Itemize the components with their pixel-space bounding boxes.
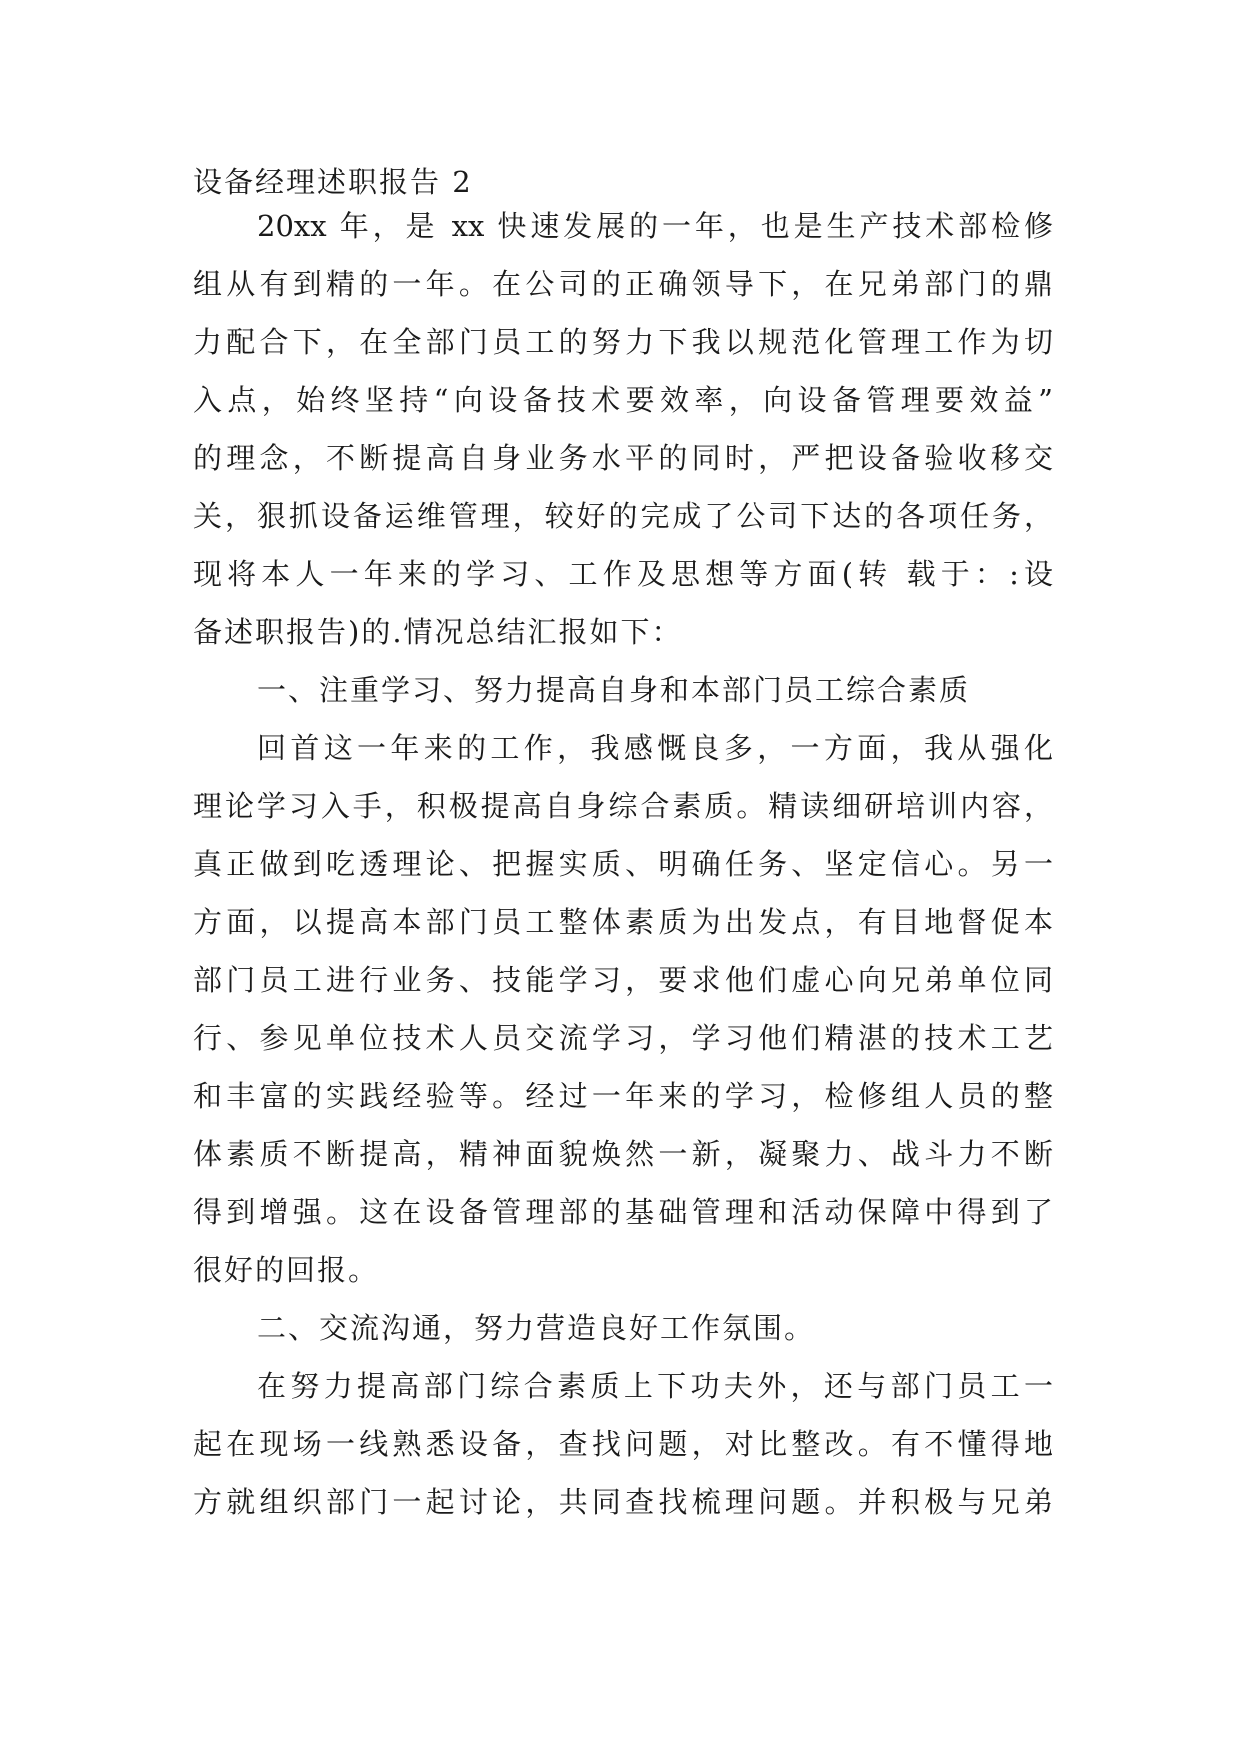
paragraph-2-line-2: 理论学习入手，积极提高自身综合素质。精读细研培训内容， — [193, 789, 1053, 823]
paragraph-2-line-9: 得到增强。这在设备管理部的基础管理和活动保障中得到了 — [193, 1195, 1053, 1229]
section-heading-2: 二、交流沟通，努力营造良好工作氛围。 — [257, 1311, 816, 1345]
paragraph-1-line-7: 现将本人一年来的学习、工作及思想等方面(转 载于：:设 — [193, 557, 1053, 591]
document-title: 设备经理述职报告 2 — [193, 165, 473, 199]
paragraph-1-line-6: 关，狠抓设备运维管理，较好的完成了公司下达的各项任务， — [193, 499, 1053, 533]
paragraph-2-line-1: 回首这一年来的工作，我感慨良多，一方面，我从强化 — [257, 731, 1053, 765]
section-heading-1: 一、注重学习、努力提高自身和本部门员工综合素质 — [257, 673, 971, 707]
paragraph-1-line-2: 组从有到精的一年。在公司的正确领导下，在兄弟部门的鼎 — [193, 267, 1053, 301]
paragraph-2-line-3: 真正做到吃透理论、把握实质、明确任务、坚定信心。另一 — [193, 847, 1053, 881]
paragraph-2-line-8: 体素质不断提高，精神面貌焕然一新，凝聚力、战斗力不断 — [193, 1137, 1053, 1171]
paragraph-3-line-2: 起在现场一线熟悉设备，查找问题，对比整改。有不懂得地 — [193, 1427, 1053, 1461]
paragraph-1-line-3: 力配合下，在全部门员工的努力下我以规范化管理工作为切 — [193, 325, 1053, 359]
paragraph-3-line-1: 在努力提高部门综合素质上下功夫外，还与部门员工一 — [257, 1369, 1053, 1403]
paragraph-2-line-4: 方面，以提高本部门员工整体素质为出发点，有目地督促本 — [193, 905, 1053, 939]
paragraph-2-line-7: 和丰富的实践经验等。经过一年来的学习，检修组人员的整 — [193, 1079, 1053, 1113]
paragraph-1-line-5: 的理念，不断提高自身业务水平的同时，严把设备验收移交 — [193, 441, 1053, 475]
paragraph-1-line-8: 备述职报告)的.情况总结汇报如下： — [193, 615, 683, 649]
paragraph-1-line-4: 入点，始终坚持“向设备技术要效率，向设备管理要效益” — [193, 383, 1053, 417]
paragraph-2-line-10: 很好的回报。 — [193, 1253, 380, 1287]
paragraph-2-line-5: 部门员工进行业务、技能学习，要求他们虚心向兄弟单位同 — [193, 963, 1053, 997]
paragraph-3-line-3: 方就组织部门一起讨论，共同查找梳理问题。并积极与兄弟 — [193, 1485, 1053, 1519]
paragraph-2-line-6: 行、参见单位技术人员交流学习，学习他们精湛的技术工艺 — [193, 1021, 1053, 1055]
paragraph-1-line-1: 20xx 年，是 xx 快速发展的一年，也是生产技术部检修 — [257, 209, 1053, 243]
